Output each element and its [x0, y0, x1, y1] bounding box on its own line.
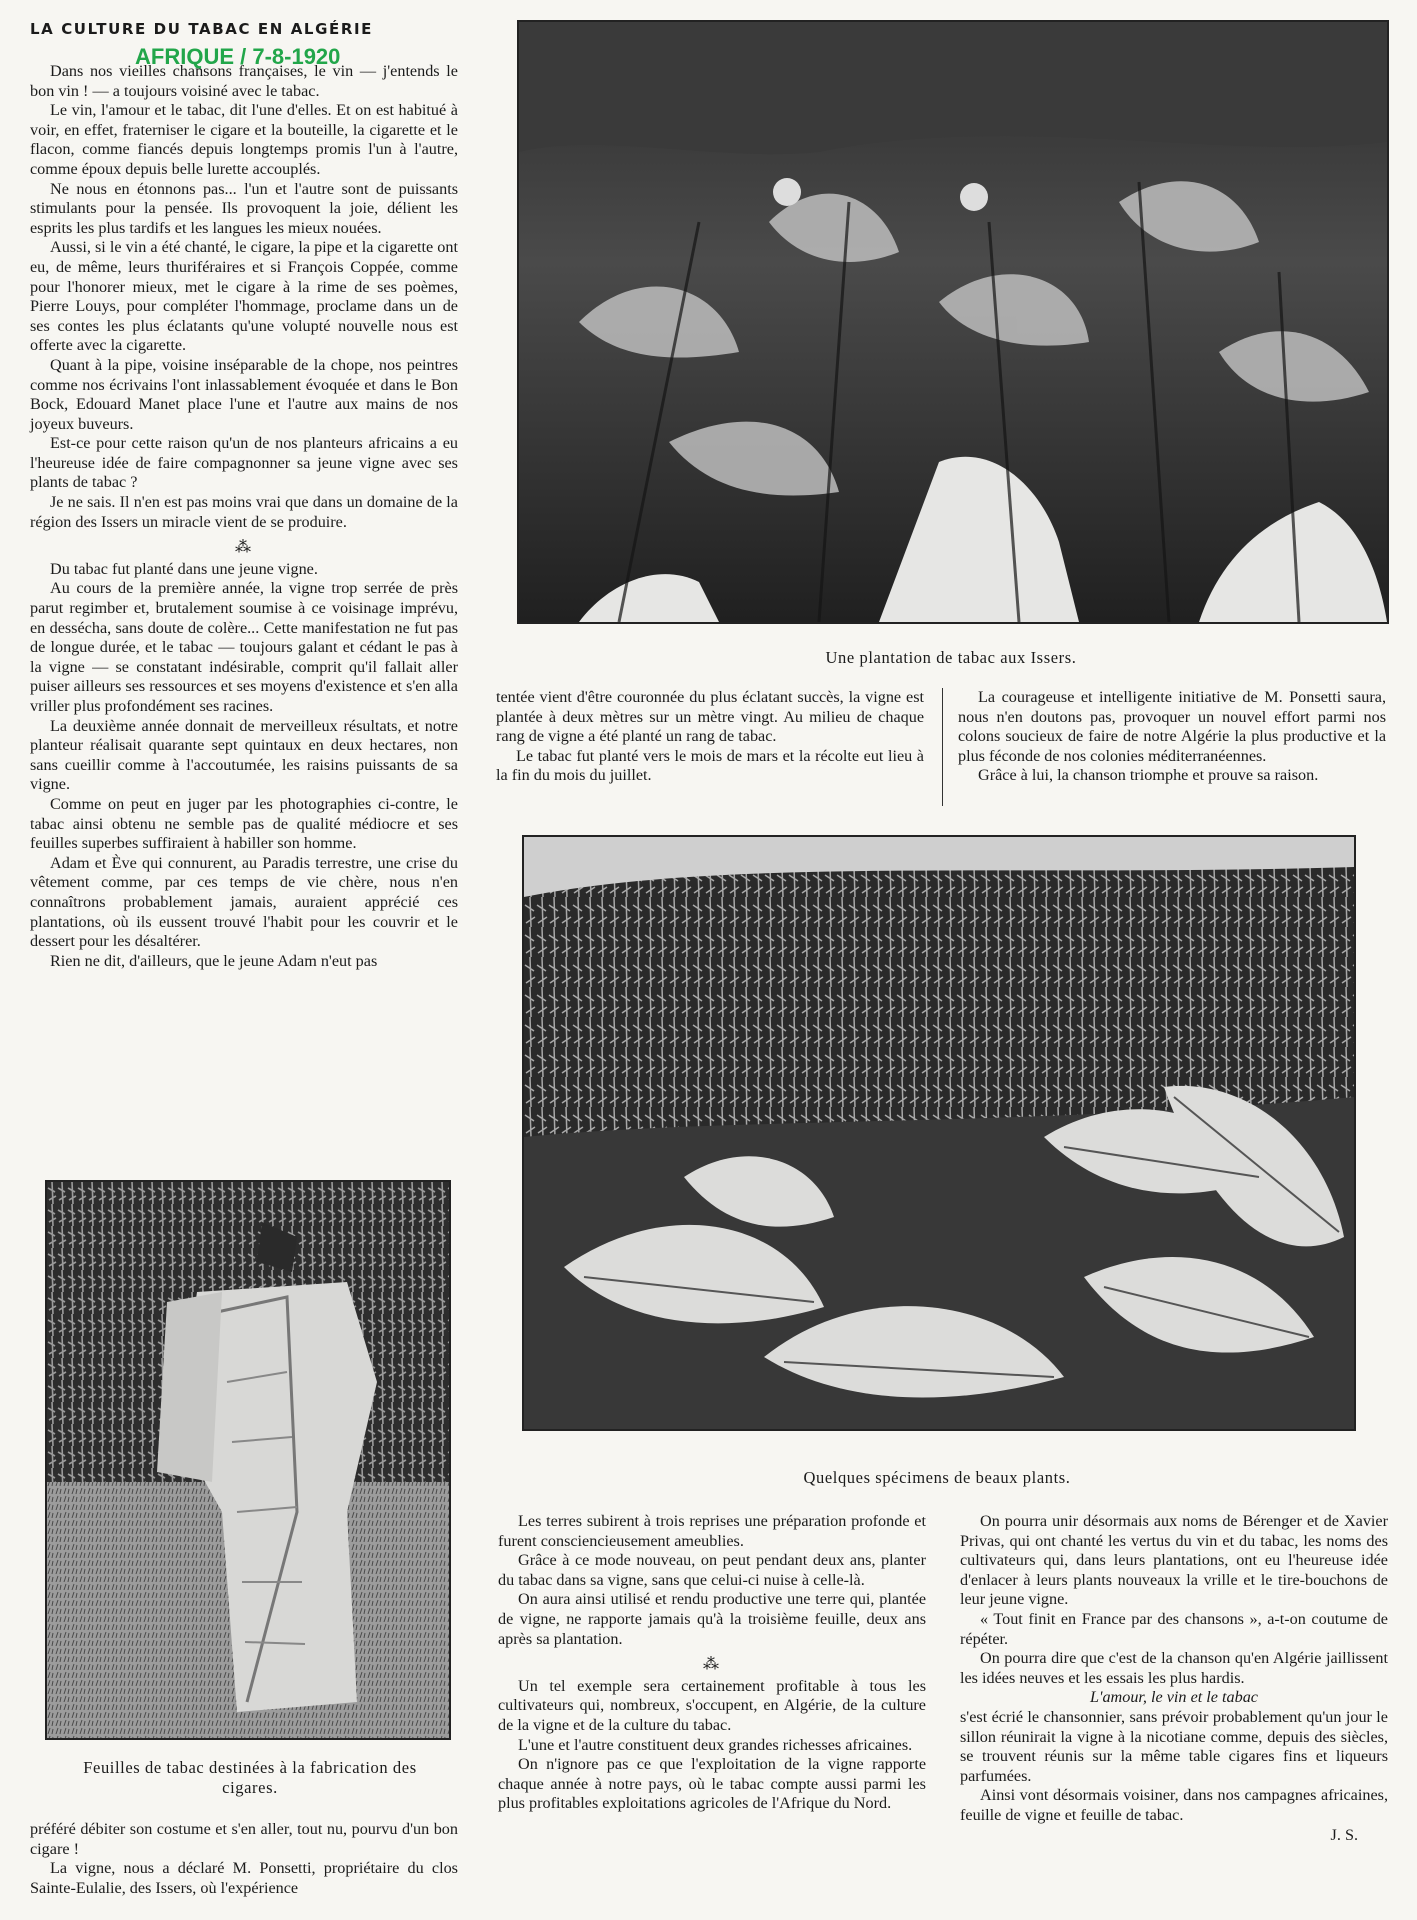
caption-bottom-photo: Quelques spécimens de beaux plants. — [803, 1468, 1071, 1487]
column-bottom-right — [960, 1512, 1388, 1845]
column-mid-right — [958, 688, 1386, 786]
caption-top-photo: Une plantation de tabac aux Issers. — [825, 648, 1077, 667]
paragraph: Comme on peut en juger par les photographies ci-contre, le tabac ainsi obtenu ne semble pas de qualité médiocre et ses feuilles superbes suffiraient à habiller son homme. — [30, 794, 458, 853]
article-title: LA CULTURE DU TABAC EN ALGÉRIE — [30, 20, 374, 38]
paragraph: Ne nous en étonnons pas... l'un et l'autre sont de puissants stimulants pour la pensée. Ils provoquent la joie, délient les esprits les plus tardifs et les langues les mieux nouées. — [30, 179, 458, 237]
paragraph: Au cours de la première année, la vigne trop serrée de près parut regimber et, brutalement soumise à ce voisinage imprévu, en dessécha, sans doute de colère... Cette manifestation ne fut pas de longue durée, et le tabac — toujours galant et cédant le pas à la vigne — se constatant indésirable, comprit qu'il fallait aller puiser ailleurs ses ressources et ses moyens d'existence et s'en alla vriller plus profondément ses racines. — [30, 579, 458, 715]
paragraph: Un tel exemple sera certainement profitable à tous les cultivateurs qui, nombreux, s'occupent, en Algérie, de la culture de la vigne et de la culture du tabac. — [498, 1676, 926, 1734]
paragraph: La deuxième année donnait de merveilleux résultats, et notre planteur réalisait quarante sept quintaux en deux hectares, non sans cueillir comme à l'accoutumée, les raisins puissants de sa vigne. — [30, 716, 458, 794]
paragraph: Je ne sais. Il n'en est pas moins vrai que dans un domaine de la région des Issers un miracle vient de se produire. — [30, 493, 458, 531]
paragraph: On aura ainsi utilisé et rendu productive une terre qui, plantée de vigne, ne rapporte jamais qu'à la troisième feuille, deux ans après sa plantation. — [498, 1590, 926, 1648]
photo-tobacco-plantation — [517, 20, 1389, 624]
paragraph: Quant à la pipe, voisine inséparable de la chope, nos peintres comme nos écrivains l'ont inlassablement évoquée et dans le Bon Bock, Edouard Manet place l'une et l'autre aux mains de nos joyeux buveurs. — [30, 355, 458, 433]
paragraph: Aussi, si le vin a été chanté, le cigare, la pipe et la cigarette ont eu, de même, leurs thuriféraires et si François Coppée, comme pour l'honorer mieux, met le cigare à la rime de ses poèmes, Pierre Louys, pour compléter l'hommage, proclame dans un de ses contes les plus éclatants qu'une volupté nouvelle nous est offerte avec la cigarette. — [30, 238, 458, 355]
photo-tobacco-specimens — [522, 835, 1356, 1431]
column-1-upper — [30, 62, 458, 971]
caption-left-photo: Feuilles de tabac destinées à la fabrication des cigares. — [83, 1758, 417, 1797]
paragraph: L'une et l'autre constituent deux grandes richesses africaines. — [518, 1735, 913, 1754]
archive-stamp: AFRIQUE / 7-8-1920 — [135, 44, 341, 69]
paragraph: s'est écrié le chansonnier, sans prévoir probablement qu'un jour le sillon réunirait la vigne à la nicotiane comme, depuis des siècles, se trouvent réunis sur la même table cigares fins et liqueurs parfumées. — [960, 1707, 1388, 1785]
paragraph: Adam et Ève qui connurent, au Paradis terrestre, une crise du vêtement comme, par ces temps de vie chère, nous n'en connaîtrons probablement jamais, auraient apprécié ces plantations, où ils eussent trouvé l'habit pour les couvrir et le dessert pour les désaltérer. — [30, 853, 458, 951]
column-1-bottom — [30, 1820, 458, 1898]
section-separator: ⁂ — [703, 1656, 721, 1674]
quote-line: L'amour, le vin et le tabac — [1089, 1688, 1258, 1707]
column-mid-left — [496, 688, 924, 786]
paragraph: Du tabac fut planté dans une jeune vigne. — [50, 559, 318, 578]
paragraph: préféré débiter son costume et s'en aller, tout nu, pourvu d'un bon cigare ! — [30, 1820, 458, 1858]
paragraph: tentée vient d'être couronnée du plus éclatant succès, la vigne est plantée à deux mètres sur un mètre vingt. Au milieu de chaque rang de vigne a été planté un rang de tabac. — [496, 688, 924, 746]
column-divider — [942, 688, 943, 806]
paragraph: Rien ne dit, d'ailleurs, que le jeune Adam n'eut pas — [50, 951, 378, 970]
paragraph: La courageuse et intelligente initiative de M. Ponsetti saura, nous n'en doutons pas, provoquer un nouvel effort parmi nos colons soucieux de faire de notre Algérie la plus productive et la plus féconde de nos colonies méditerranéennes. — [958, 688, 1386, 765]
paragraph: Grâce à lui, la chanson triomphe et prouve sa raison. — [978, 766, 1319, 785]
paragraph: Ainsi vont désormais voisiner, dans nos campagnes africaines, feuille de vigne et feuille de tabac. — [960, 1786, 1388, 1824]
paragraph: La vigne, nous a déclaré M. Ponsetti, propriétaire du clos Sainte-Eulalie, des Issers, où l'expérience — [30, 1859, 458, 1897]
paragraph: Dans nos vieilles chansons françaises, le vin — j'entends le bon vin ! — a toujours voisiné avec le tabac. — [30, 62, 458, 100]
photo-tobacco-leaf-costume — [45, 1180, 451, 1740]
paragraph: Grâce à ce mode nouveau, on peut pendant deux ans, planter du tabac dans sa vigne, sans que celui-ci nuise à celle-là. — [498, 1551, 926, 1589]
column-bottom-mid — [498, 1512, 926, 1814]
paragraph: « Tout finit en France par des chansons », a-t-on coutume de répéter. — [960, 1609, 1388, 1648]
paragraph: Les terres subirent à trois reprises une préparation profonde et furent consciencieusement ameublies. — [498, 1512, 926, 1550]
paragraph: On pourra dire que c'est de la chanson qu'en Algérie jaillissent les idées neuves et les essais les plus hardis. — [960, 1649, 1388, 1687]
signature: J. S. — [1330, 1825, 1358, 1844]
section-separator: ⁂ — [235, 539, 253, 557]
paragraph: On pourra unir désormais aux noms de Bérenger et de Xavier Privas, qui ont chanté les vertus du vin et du tabac, les noms des cultivateurs qui, dans leurs plantations, ont eu l'heureuse idée d'enlacer à leurs plants nouveaux la vrille et le tire-bouchons de leur jeune vigne. — [960, 1512, 1388, 1609]
paragraph: Est-ce pour cette raison qu'un de nos planteurs africains a eu l'heureuse idée de faire compagnonner sa jeune vigne avec ses plants de tabac ? — [30, 434, 458, 492]
paragraph: Le vin, l'amour et le tabac, dit l'une d'elles. Et on est habitué à voir, en effet, fraterniser le cigare et la bouteille, la cigarette et le flacon, comme fiancés depuis longtemps promis l'un à l'autre, comme époux depuis belle lurette accouplés. — [30, 101, 458, 178]
paragraph: On n'ignore pas ce que l'exploitation de la vigne rapporte chaque année à notre pays, où le tabac compte aussi parmi les plus profitables exploitations agricoles de l'Afrique du Nord. — [498, 1755, 926, 1813]
paragraph: Le tabac fut planté vers le mois de mars et la récolte eut lieu à la fin du mois du juillet. — [496, 746, 924, 785]
